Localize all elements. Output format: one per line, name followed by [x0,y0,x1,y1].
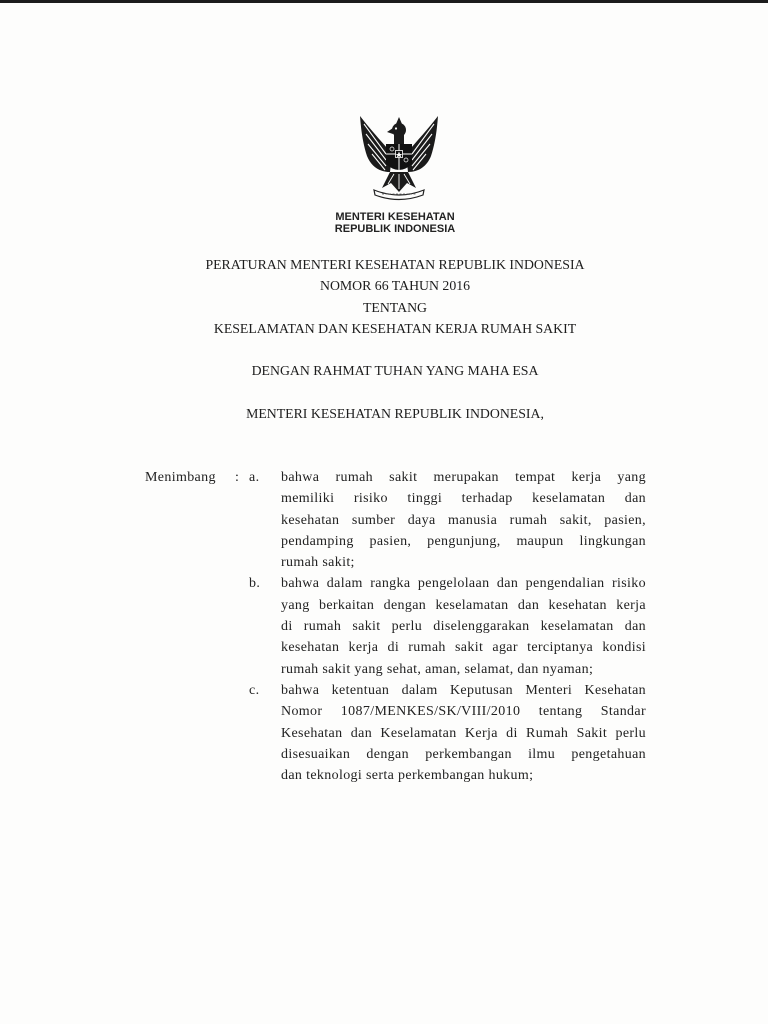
title-line-2: NOMOR 66 TAHUN 2016 [319,278,471,294]
item-letter: c. [249,682,260,698]
text-line: bahwa ketentuan dalam Keputusan Menteri Kesehatan [281,682,646,698]
menimbang-items [249,467,649,786]
text-line: Nomor 1087/MENKES/SK/VIII/2010 tentang Standar [281,704,646,720]
regulation-title [145,254,645,339]
text-line: di rumah sakit perlu diselenggarakan keselamatan dan [281,619,646,635]
text-line: dan teknologi serta perkembangan hukum; [281,768,534,784]
consideration-a [249,467,649,573]
title-line-4: KESELAMATAN DAN KESEHATAN KERJA RUMAH SAKIT [213,320,577,336]
menimbang-separator: : [235,470,240,485]
issuer: MENTERI KESEHATAN REPUBLIK INDONESIA, [246,406,544,421]
item-letter: b. [249,576,261,592]
scan-edge-line [0,0,768,3]
text-line: yang berkaitan dengan keselamatan dan kesehatan kerja [281,597,646,613]
title-line-1: PERATURAN MENTERI KESEHATAN REPUBLIK INDONESIA [205,257,585,272]
text-line: rumah sakit; [281,555,355,571]
text-line: kesehatan sumber daya manusia rumah sakit, pasien, [281,512,646,528]
consideration-b [249,573,649,679]
invocation: DENGAN RAHMAT TUHAN YANG MAHA ESA [251,363,539,378]
text-line: memiliki risiko tinggi terhadap keselamatan dan [281,491,646,507]
consideration-c [249,680,649,786]
letterhead-line-2: REPUBLIK INDONESIA [334,223,456,235]
item-text [281,467,646,573]
text-line: kesehatan kerja di rumah sakit agar terciptanya kondisi [281,640,646,656]
text-line: bahwa rumah sakit merupakan tempat kerja yang [281,470,646,485]
menimbang-label: Menimbang [145,470,216,485]
item-text [281,573,646,679]
ministry-letterhead [295,211,495,235]
garuda-tail [382,172,416,192]
item-letter: a. [249,470,260,485]
text-line: disesuaikan dengan perkembangan ilmu pengetahuan [281,746,646,762]
letterhead-line-1: MENTERI KESEHATAN [335,211,455,223]
text-line: Kesehatan dan Keselamatan Kerja di Rumah Sakit perlu [281,725,646,741]
garuda-emblem-icon [352,110,446,202]
text-line: rumah sakit yang sehat, aman, selamat, dan nyaman; [281,661,594,677]
text-line: pendamping pasien, pengunjung, maupun lingkungan [281,533,646,549]
text-line: bahwa dalam rangka pengelolaan dan pengendalian risiko [281,576,646,592]
title-line-3: TENTANG [362,299,428,315]
menimbang-section [0,467,768,797]
garuda-head [387,117,406,145]
item-text [281,680,646,786]
